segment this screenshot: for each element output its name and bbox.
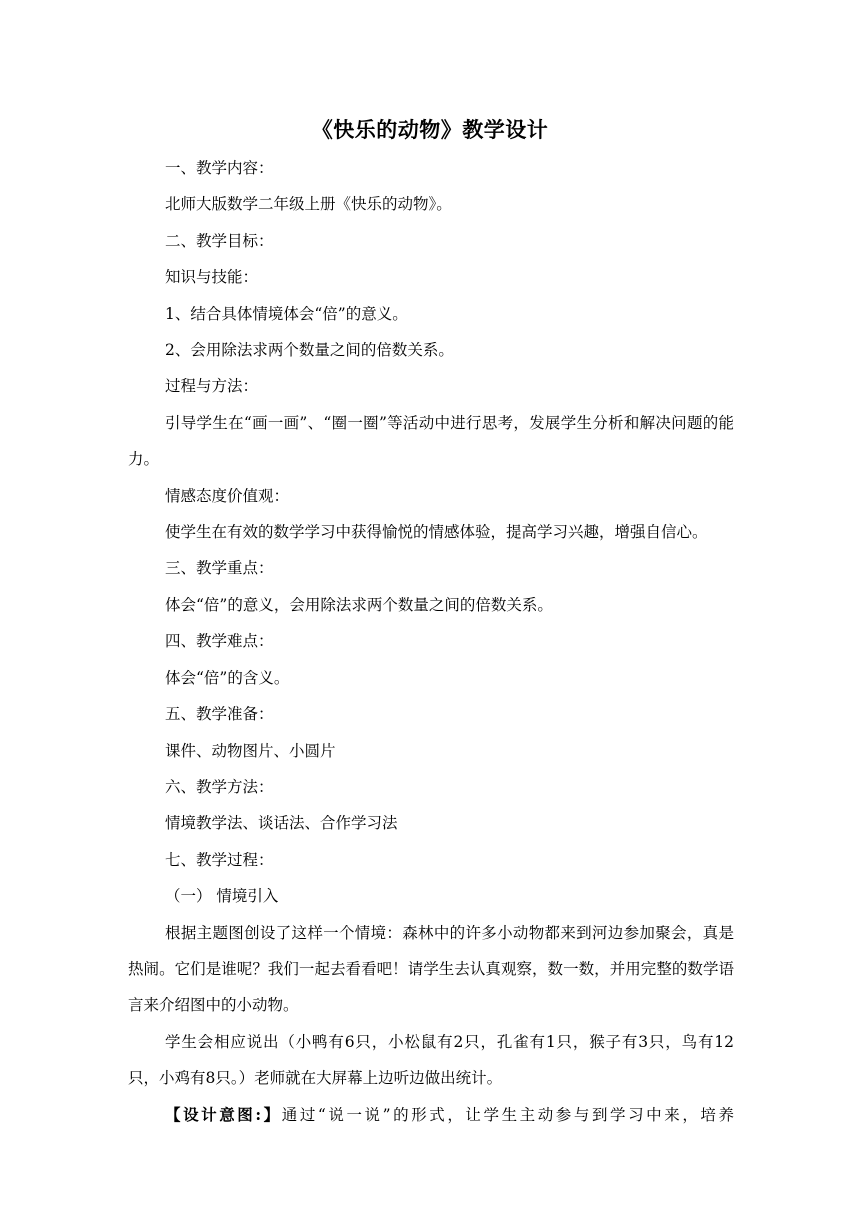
paragraph-textbook: 北师大版数学二年级上册《快乐的动物》。	[165, 195, 452, 214]
paragraph-difficulties: 体会“倍”的含义。	[165, 668, 290, 687]
subheading-scenario-intro: （一） 情境引入	[165, 887, 279, 906]
paragraph-process-methods: 引导学生在“画一画”、“圈一圈”等活动中进行思考，发展学生分析和解决问题的能力。	[128, 413, 734, 469]
document-body	[128, 150, 734, 1133]
subheading-emotion-values: 情感态度价值观：	[165, 486, 290, 505]
goal-item-2: 2、会用除法求两个数量之间的倍数关系。	[165, 341, 454, 360]
paragraph-preparation: 课件、动物图片、小圆片	[165, 741, 336, 760]
goal-item-1: 1、结合具体情境体会“倍”的意义。	[165, 304, 408, 323]
heading-difficulties: 四、教学难点：	[165, 632, 274, 651]
subheading-knowledge-skills: 知识与技能：	[165, 268, 259, 287]
design-intent-label: 【设计意图:】	[165, 1104, 282, 1124]
document-title: 《快乐的动物》教学设计	[311, 118, 549, 142]
heading-preparation: 五、教学准备：	[165, 705, 274, 724]
paragraph-scenario: 根据主题图创设了这样一个情境：森林中的许多小动物都来到河边参加聚会，真是热闹。它们是谁呢？我们一起去看看吧！请学生去认真观察，数一数，并用完整的数学语言来介绍图中的小动物。	[128, 923, 734, 1015]
paragraph-design-intent	[128, 1097, 734, 1133]
paragraph-student-answers: 学生会相应说出（小鸭有6只，小松鼠有2只，孔雀有1只，猴子有3只，鸟有12只，小鸡有8只。）老师就在大屏幕上边听边做出统计。	[128, 1032, 734, 1088]
paragraph-emotion-values: 使学生在有效的数学学习中获得愉悦的情感体验，提高学习兴趣，增强自信心。	[165, 523, 708, 542]
heading-methods: 六、教学方法：	[165, 777, 274, 796]
design-intent-text: 通过“说一说”的形式，让学生主动参与到学习中来，培养	[281, 1105, 734, 1124]
heading-key-points: 三、教学重点：	[165, 559, 274, 578]
subheading-process-methods: 过程与方法：	[165, 377, 259, 396]
heading-process: 七、教学过程：	[165, 850, 274, 869]
heading-teaching-goals: 二、教学目标：	[165, 231, 274, 250]
heading-teaching-content: 一、教学内容：	[165, 159, 274, 177]
paragraph-methods: 情境教学法、谈话法、合作学习法	[165, 814, 398, 833]
paragraph-key-points: 体会“倍”的意义，会用除法求两个数量之间的倍数关系。	[165, 595, 553, 614]
